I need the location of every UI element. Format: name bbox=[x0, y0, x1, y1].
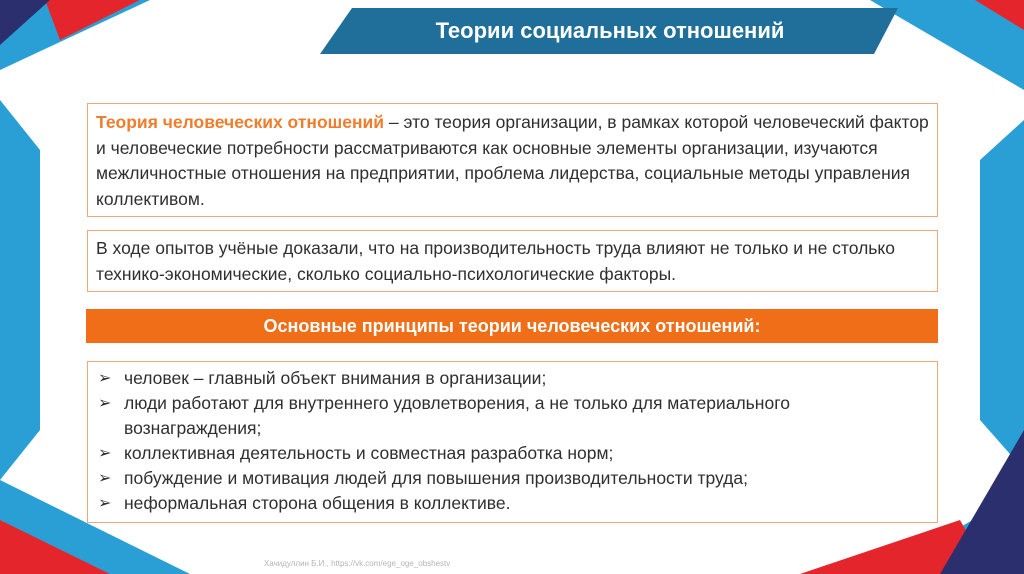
arrow-bullet-icon: ➢ bbox=[98, 445, 112, 462]
definition-term: Теория человеческих отношений bbox=[96, 112, 385, 132]
arrow-bullet-icon: ➢ bbox=[98, 370, 112, 387]
list-item-text: коллективная деятельность и совместная разработка норм; bbox=[124, 443, 614, 463]
list-item-text: люди работают для внутреннего удовлетворения, а не только для материального вознаграждения; bbox=[124, 393, 790, 438]
note-box bbox=[87, 230, 938, 292]
list-item bbox=[96, 441, 929, 466]
side-stripe-blue bbox=[0, 100, 40, 480]
principles-heading: Основные принципы теории человеческих отношений: bbox=[86, 309, 938, 343]
arrow-bullet-icon: ➢ bbox=[98, 395, 112, 412]
list-item bbox=[96, 391, 929, 441]
definition-text: – это теория организации, в рамках которой человеческий фактор и человеческие потребности рассматриваются как основные элементы организации, изучаются межличностные отношения на предприятии, проблема лидерства, социальные методы управления коллективом. bbox=[96, 112, 929, 209]
corner-shape-red bbox=[45, 0, 140, 40]
arrow-bullet-icon: ➢ bbox=[98, 495, 112, 512]
page-title: Теории социальных отношений bbox=[435, 18, 785, 43]
side-stripe-blue bbox=[980, 120, 1024, 470]
arrow-bullet-icon: ➢ bbox=[98, 470, 112, 487]
list-item-text: неформальная сторона общения в коллективе. bbox=[124, 493, 511, 513]
footer-credit: Хачидуллин Б.И., https://vk.com/ege_oge_obshestv bbox=[264, 559, 451, 568]
list-item-text: побуждение и мотивация людей для повышения производительности труда; bbox=[124, 468, 748, 488]
principles-list-box bbox=[87, 361, 938, 523]
note-text: В ходе опытов учёные доказали, что на производительность труда влияют не только и не столько технико-экономические, сколько социально-психологические факторы. bbox=[96, 238, 896, 284]
list-item bbox=[96, 366, 929, 391]
list-item-text: человек – главный объект внимания в организации; bbox=[124, 368, 547, 388]
definition-box bbox=[87, 103, 938, 217]
list-item bbox=[96, 466, 929, 491]
list-item bbox=[96, 491, 929, 516]
principles-list bbox=[96, 366, 929, 516]
